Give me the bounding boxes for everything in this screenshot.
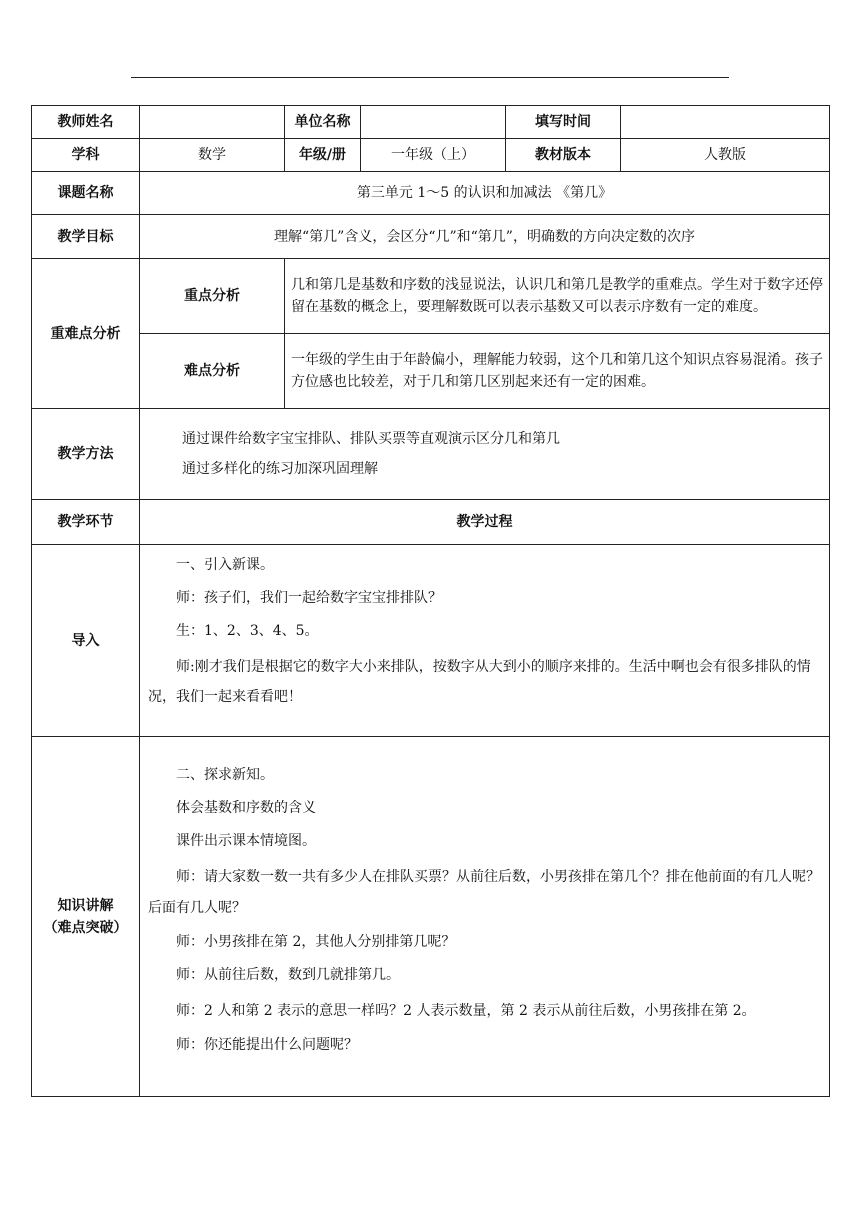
row-process-header	[32, 500, 830, 545]
paragraph: 体会基数和序数的含义	[176, 800, 316, 816]
paragraph: 师：从前往后数，数到几就排第几。	[176, 967, 400, 983]
row-topic	[32, 172, 830, 215]
paragraph: 课件出示课本情境图。	[176, 833, 316, 849]
stage-knowledge-label-line1: 知识讲解	[57, 897, 114, 914]
unit-label: 单位名称	[285, 106, 361, 139]
stage-intro-content	[140, 545, 830, 737]
row-subject-info	[32, 139, 830, 172]
subject-label: 学科	[32, 139, 140, 172]
difficulty-analysis-text: 一年级的学生由于年龄偏小，理解能力较弱，这个几和第几这个知识点容易混淆。孩子方位感也比较差，对于几和第几区别起来还有一定的困难。	[285, 334, 830, 409]
paragraph: 师：2 人和第 2 表示的意思一样吗？2 人表示数量，第 2 表示从前往后数，小男孩排在第 2。	[176, 1003, 756, 1019]
topic-label: 课题名称	[32, 172, 140, 215]
key-analysis-text: 几和第几是基数和序数的浅显说法，认识几和第几是教学的重难点。学生对于数字还停留在基数的概念上，要理解数既可以表示基数又可以表示序数有一定的难度。	[285, 259, 830, 334]
paragraph: 一、引入新课。	[176, 557, 274, 573]
unit-value	[361, 106, 506, 139]
stage-intro-label: 导入	[32, 545, 140, 737]
paragraph: 师:刚才我们是根据它的数字大小来排队，按数字从大到小的顺序来排的。生活中啊也会有很多排队的情况，我们一起来看看吧！	[148, 659, 811, 705]
grade-label: 年级/册	[285, 139, 361, 172]
fill-time-label: 填写时间	[506, 106, 621, 139]
header-rule	[131, 77, 729, 78]
paragraph: 师：小男孩排在第 2，其他人分别排第几呢？	[176, 934, 456, 950]
paragraph: 师：你还能提出什么问题呢？	[176, 1037, 358, 1053]
difficulty-analysis-label: 难点分析	[140, 334, 285, 409]
row-stage-intro	[32, 545, 830, 737]
row-teacher-info	[32, 106, 830, 139]
topic-value: 第三单元 1～5 的认识和加减法 《第几》	[140, 172, 830, 215]
grade-value: 一年级（上）	[361, 139, 506, 172]
method-item: 通过多样化的练习加深巩固理解	[182, 461, 378, 477]
row-difficulty-analysis	[32, 334, 830, 409]
fill-time-value	[621, 106, 830, 139]
analysis-label: 重难点分析	[32, 259, 140, 409]
method-item: 通过课件给数字宝宝排队、排队买票等直观演示区分几和第几	[182, 431, 560, 447]
paragraph: 生：1、2、3、4、5。	[176, 623, 319, 639]
stage-knowledge-label	[32, 737, 140, 1097]
lesson-plan-table	[31, 105, 830, 1097]
row-method	[32, 409, 830, 500]
edition-value: 人教版	[621, 139, 830, 172]
goal-label: 教学目标	[32, 215, 140, 259]
subject-value: 数学	[140, 139, 285, 172]
edition-label: 教材版本	[506, 139, 621, 172]
row-goal	[32, 215, 830, 259]
method-list	[140, 409, 830, 500]
key-analysis-label: 重点分析	[140, 259, 285, 334]
process-label: 教学过程	[140, 500, 830, 545]
paragraph: 师：孩子们，我们一起给数字宝宝排排队？	[176, 590, 442, 606]
method-label: 教学方法	[32, 409, 140, 500]
teacher-name-value	[140, 106, 285, 139]
stage-knowledge-label-line2: （难点突破）	[43, 919, 128, 936]
stage-label: 教学环节	[32, 500, 140, 545]
stage-knowledge-content	[140, 737, 830, 1097]
paragraph: 二、探求新知。	[176, 767, 274, 783]
row-key-analysis	[32, 259, 830, 334]
paragraph: 师：请大家数一数一共有多少人在排队买票？从前往后数，小男孩排在第几个？排在他前面的有几人呢？后面有几人呢？	[148, 869, 820, 916]
row-stage-knowledge	[32, 737, 830, 1097]
goal-value: 理解“第几”含义，会区分“几”和“第几”，明确数的方向决定数的次序	[140, 215, 830, 259]
teacher-name-label: 教师姓名	[32, 106, 140, 139]
